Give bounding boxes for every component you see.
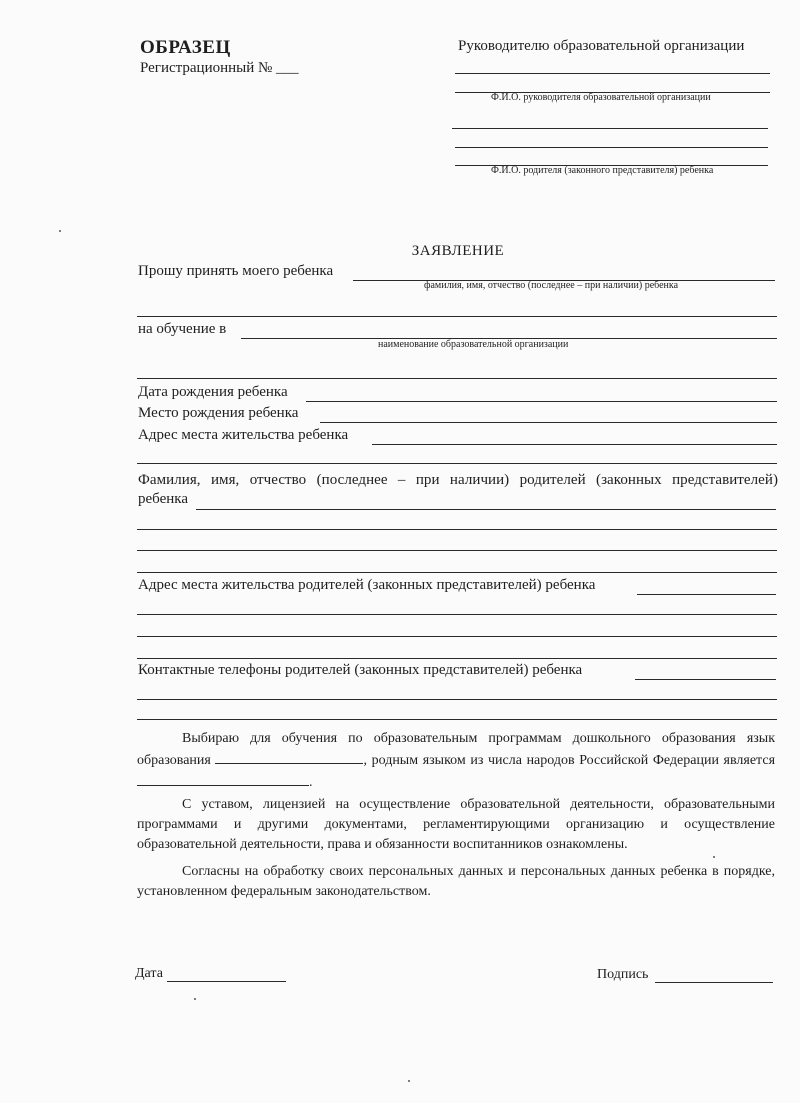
parents-address-line-1[interactable]: [637, 594, 776, 595]
parents-phones-label: Контактные телефоны родителей (законных представителей) ребенка: [138, 662, 583, 678]
parents-address-line-3[interactable]: [137, 636, 777, 637]
child-address-line-2[interactable]: [137, 463, 777, 464]
parents-name-line-1[interactable]: [196, 509, 776, 510]
parents-name-label: Фамилия, имя, отчество (последнее – при наличии) родителей (законных представителей): [138, 472, 778, 488]
birth-date-label: Дата рождения ребенка: [138, 384, 288, 400]
signature-label: Подпись: [597, 967, 649, 982]
language-of-education-line[interactable]: [215, 749, 363, 764]
child-name-line-2[interactable]: [137, 316, 777, 317]
addressee-text: Руководителю образовательной организации: [458, 38, 745, 54]
parent-name-line-2[interactable]: [455, 147, 768, 148]
sample-mark: ОБРАЗЕЦ: [140, 37, 231, 58]
language-text-2: , родным языком из числа народов Российской Федерации является: [363, 753, 776, 768]
language-paragraph: [137, 729, 775, 793]
parents-address-line-4[interactable]: [137, 658, 777, 659]
child-address-label: Адрес места жительства ребенка: [138, 427, 349, 443]
scan-speck: [194, 998, 196, 1000]
head-name-caption: Ф.И.О. руководителя образовательной организации: [491, 92, 711, 103]
parents-phones-line-2[interactable]: [137, 699, 777, 700]
parents-phones-line-1[interactable]: [635, 679, 776, 680]
parents-name-line-3[interactable]: [137, 550, 777, 551]
parents-name-line-2[interactable]: [137, 529, 777, 530]
native-language-line[interactable]: [137, 771, 309, 786]
scan-speck: [408, 1080, 410, 1082]
head-name-line-1[interactable]: [455, 73, 770, 74]
scan-speck: [713, 856, 715, 858]
child-request-label: Прошу принять моего ребенка: [138, 263, 334, 279]
language-text-1: Выбираю для обучения по образовательным программам дошкольного образования язык образования: [137, 731, 775, 768]
date-label: Дата: [135, 966, 163, 981]
parents-address-label: Адрес места жительства родителей (законных представителей) ребенка: [138, 577, 596, 593]
document-title: ЗАЯВЛЕНИЕ: [411, 243, 505, 259]
org-name-caption: наименование образовательной организации: [378, 339, 569, 350]
scan-speck: [59, 230, 61, 232]
registration-number: Регистрационный № ___: [140, 60, 299, 76]
parent-name-line-1[interactable]: [452, 128, 768, 129]
parents-name-line-4[interactable]: [137, 572, 777, 573]
parents-address-line-2[interactable]: [137, 614, 777, 615]
charter-paragraph: С уставом, лицензией на осуществление образовательной деятельности, образовательными программами и другими документами, регламентирующими организацию и осуществление образовательной деятельности, права и обязанности воспитанников ознакомлены.: [137, 797, 775, 852]
parent-name-caption: Ф.И.О. родителя (законного представителя) ребенка: [491, 165, 714, 176]
consent-paragraph: Согласны на обработку своих персональных данных и персональных данных ребенка в порядке, установленном федеральным законодательством.: [137, 864, 775, 899]
parents-phones-line-3[interactable]: [137, 719, 777, 720]
study-at-label: на обучение в: [138, 321, 227, 337]
language-text-3: .: [309, 775, 313, 790]
birth-place-line[interactable]: [320, 422, 777, 423]
child-address-line[interactable]: [372, 444, 777, 445]
date-line[interactable]: [167, 981, 286, 982]
child-name-caption: фамилия, имя, отчество (последнее – при наличии) ребенка: [424, 280, 679, 291]
birth-date-line[interactable]: [306, 401, 777, 402]
org-name-line-2[interactable]: [137, 378, 777, 379]
birth-place-label: Место рождения ребенка: [138, 405, 299, 421]
parents-name-label-2: ребенка: [138, 491, 188, 507]
signature-line[interactable]: [655, 982, 773, 983]
